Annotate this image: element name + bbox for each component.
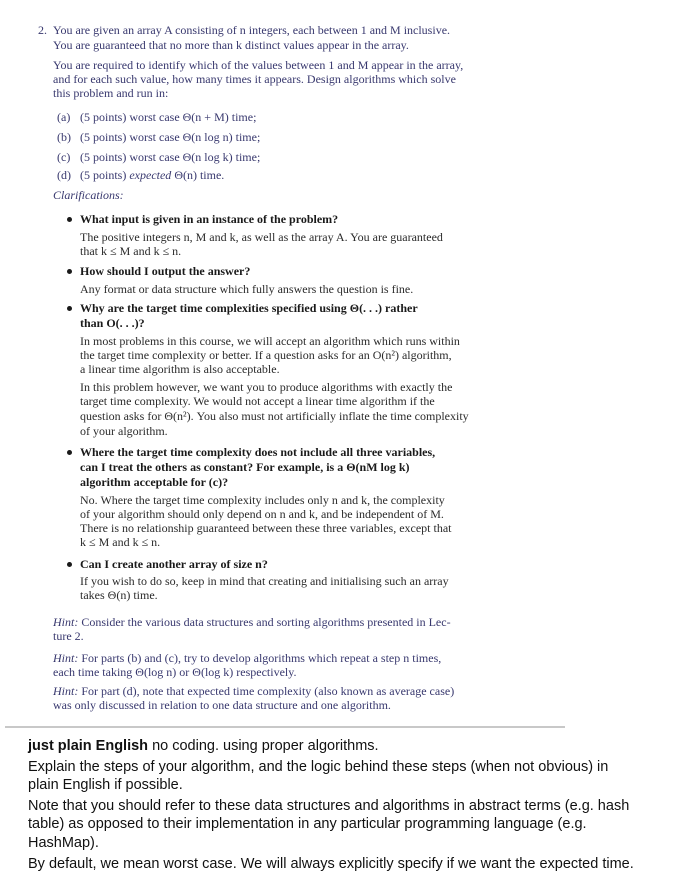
clarification-answer: k ≤ M and k ≤ n. bbox=[80, 535, 161, 549]
note-line: plain English if possible. bbox=[28, 777, 183, 793]
clarifications-heading: Clarifications: bbox=[53, 188, 124, 202]
clarification-question: Why are the target time complexities specified using Θ(. . .) rather bbox=[80, 301, 418, 315]
clarification-answer: of your algorithm should only depend on n and k, and be independent of M. bbox=[80, 507, 444, 521]
bullet bbox=[67, 562, 72, 567]
bullet bbox=[67, 306, 72, 311]
note-line: HashMap). bbox=[28, 835, 99, 851]
clarification-answer: that k ≤ M and k ≤ n. bbox=[80, 244, 182, 258]
part-label: (c) bbox=[57, 150, 71, 164]
clarification-question: algorithm acceptable for (c)? bbox=[80, 475, 229, 489]
clarification-answer: Any format or data structure which fully answers the question is fine. bbox=[80, 282, 414, 296]
clarification-answer: If you wish to do so, keep in mind that creating and initialising such an array bbox=[80, 574, 449, 588]
hint: Hint: For part (d), note that expected time complexity (also known as average case) bbox=[53, 684, 455, 698]
clarification-question: Can I create another array of size n? bbox=[80, 557, 268, 571]
clarification-answer: of your algorithm. bbox=[80, 424, 168, 438]
divider bbox=[5, 726, 565, 728]
note-line: Note that you should refer to these data structures and algorithms in abstract terms (e.g. hash bbox=[28, 798, 630, 814]
hint: Hint: For parts (b) and (c), try to develop algorithms which repeat a step n times, bbox=[53, 651, 442, 665]
task-line: You are required to identify which of the values between 1 and M appear in the array, bbox=[53, 58, 464, 72]
hint: Hint: Consider the various data structures and sorting algorithms presented in Lec- bbox=[53, 615, 451, 629]
part-text: (5 points) worst case Θ(n log n) time; bbox=[80, 130, 261, 144]
bullet bbox=[67, 217, 72, 222]
hint-line: was only discussed in relation to one data structure and one algorithm. bbox=[53, 698, 391, 712]
bullet bbox=[67, 269, 72, 274]
hint-line: each time taking Θ(log n) or Θ(log k) respectively. bbox=[53, 665, 297, 679]
note-line: By default, we mean worst case. We will always explicitly specify if we want the expected time. bbox=[28, 856, 634, 872]
clarification-answer: target time complexity. We would not accept a linear time algorithm if the bbox=[80, 394, 435, 408]
clarification-answer: a linear time algorithm is also acceptable. bbox=[80, 362, 280, 376]
task-line: this problem and run in: bbox=[53, 86, 169, 100]
intro-line: You are guaranteed that no more than k distinct values appear in the array. bbox=[53, 38, 409, 52]
clarification-question: What input is given in an instance of the problem? bbox=[80, 212, 339, 226]
clarification-question: than O(. . .)? bbox=[80, 316, 145, 330]
clarification-answer: In most problems in this course, we will accept an algorithm which runs within bbox=[80, 334, 460, 348]
part-text: (5 points) expected Θ(n) time. bbox=[80, 168, 225, 182]
clarification-answer: No. Where the target time complexity includes only n and k, the complexity bbox=[80, 493, 445, 507]
note-line: just plain English no coding. using proper algorithms. bbox=[28, 738, 379, 754]
clarification-answer: question asks for Θ(n²). You also must not artificially inflate the time complexity bbox=[80, 409, 469, 423]
part-label: (b) bbox=[57, 130, 71, 144]
clarification-answer: The positive integers n, M and k, as well as the array A. You are guaranteed bbox=[80, 230, 443, 244]
clarification-answer: takes Θ(n) time. bbox=[80, 588, 158, 602]
problem-number: 2. bbox=[38, 23, 47, 37]
clarification-question: How should I output the answer? bbox=[80, 264, 251, 278]
clarification-question: Where the target time complexity does not include all three variables, bbox=[80, 445, 436, 459]
task-line: and for each such value, how many times it appears. Design algorithms which solve bbox=[53, 72, 456, 86]
note-line: table) as opposed to their implementation in any particular programming language (e.g. bbox=[28, 816, 587, 832]
clarification-answer: In this problem however, we want you to produce algorithms with exactly the bbox=[80, 380, 453, 394]
part-text: (5 points) worst case Θ(n + M) time; bbox=[80, 110, 257, 124]
clarification-answer: There is no relationship guaranteed between these three variables, except that bbox=[80, 521, 452, 535]
hint-line: ture 2. bbox=[53, 629, 84, 643]
clarification-question: can I treat the others as constant? For example, is a Θ(nM log k) bbox=[80, 460, 410, 474]
bullet bbox=[67, 450, 72, 455]
intro-line: You are given an array A consisting of n integers, each between 1 and M inclusive. bbox=[53, 23, 451, 37]
clarification-answer: the target time complexity or better. If a question asks for an O(n²) algorithm, bbox=[80, 348, 452, 362]
part-label: (d) bbox=[57, 168, 71, 182]
note-line: Explain the steps of your algorithm, and the logic behind these steps (when not obvious) in bbox=[28, 759, 609, 775]
part-label: (a) bbox=[57, 110, 71, 124]
part-text: (5 points) worst case Θ(n log k) time; bbox=[80, 150, 261, 164]
